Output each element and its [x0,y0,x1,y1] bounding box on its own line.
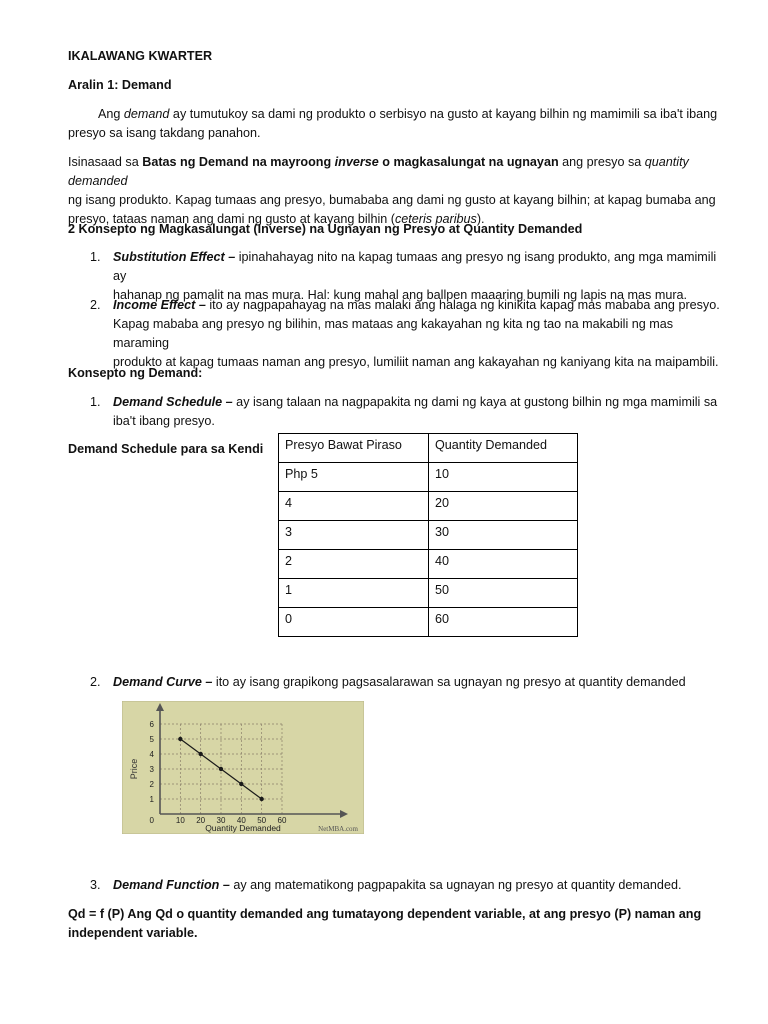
list-number: 1. [90,395,101,409]
quantity-cell: 60 [429,608,578,637]
x-tick-label: 50 [257,816,267,825]
price-cell: 2 [279,550,429,579]
y-tick-label: 2 [149,780,154,789]
origin-label: 0 [149,816,154,825]
demand-curve-item: Demand Curve – ito ay isang grapikong pagsasalarawan sa ugnayan ng presyo at quantity demanded [113,675,686,689]
y-tick-label: 1 [149,795,154,804]
watermark: NetMBA.com [318,825,358,833]
x-tick-label: 20 [196,816,206,825]
header-price: Presyo Bawat Piraso [279,434,429,463]
x-tick-label: 10 [175,816,185,825]
quarter-heading: IKALAWANG KWARTER [68,49,213,63]
quantity-cell: 10 [429,463,578,492]
law-line-1: Isinasaad sa Batas ng Demand na mayroong inverse o magkasalungat na ugnayan ang presyo sa quantity demanded [68,155,689,188]
y-tick-label: 5 [149,735,154,744]
x-axis-label: Quantity Demanded [205,823,281,833]
table-row [279,492,578,521]
price-cell: 3 [279,521,429,550]
quantity-cell: 30 [429,521,578,550]
law-of-demand-paragraph [68,153,748,229]
schedule-label: Demand Schedule para sa Kendi [68,442,264,456]
y-tick-label: 6 [149,720,154,729]
data-point [198,752,202,756]
list-number: 2. [90,675,101,689]
price-cell: Php 5 [279,463,429,492]
y-tick-label: 4 [149,750,154,759]
x-tick-label: 40 [236,816,246,825]
table-row [279,463,578,492]
table-row [279,608,578,637]
law-line-3: presyo, tataas naman ang dami ng gusto at kayang bilhin (ceteris paribus). [68,212,485,226]
y-tick-label: 3 [149,765,154,774]
substitution-effect-item: Substitution Effect – ipinahahayag nito na kapag tumaas ang presyo ng isang produkto, ang mga mamimili ay hahanap ng pamalit na mas mura. Hal: kung mahal ang ballpen maaaring bumili ng lapis na mas mura. [113,250,717,302]
data-point [239,782,243,786]
demand-definition-paragraph [68,105,728,143]
demand-function-item: Demand Function – ay ang matematikong pagpapakita sa ugnayan ng presyo at quantity demanded. [113,878,682,892]
header-quantity: Quantity Demanded [429,434,578,463]
list-number: 3. [90,878,101,892]
definition-line-2: presyo sa isang takdang panahon. [68,126,261,140]
x-tick-label: 30 [216,816,226,825]
table-row [279,550,578,579]
price-cell: 0 [279,608,429,637]
law-line-2: ng isang produkto. Kapag tumaas ang presyo, bumababa ang dami ng gusto at kayang bilhin; at kapag bumaba ang [68,193,716,207]
demand-curve-chart [122,701,364,834]
table-header-row [279,434,578,463]
list-number: 1. [90,250,101,264]
x-tick-label: 60 [277,816,287,825]
data-point [178,737,182,741]
demand-concepts-title: Konsepto ng Demand: [68,366,203,380]
quantity-cell: 50 [429,579,578,608]
table-row [279,521,578,550]
table-row [279,579,578,608]
definition-line-1: Ang demand ay tumutukoy sa dami ng produkto o serbisyo na gusto at kayang bilhin ng mamimili sa iba't ibang [98,107,718,121]
data-point [219,767,223,771]
demand-function-formula: Qd = f (P) Ang Qd o quantity demanded ang tumatayong dependent variable, at ang presyo (P) naman ang independent variable. [68,907,702,940]
price-cell: 1 [279,579,429,608]
y-axis-label: Price [129,758,139,780]
quantity-cell: 40 [429,550,578,579]
data-point [259,797,263,801]
income-effect-item: Income Effect – ito ay nagpapahayag na mas malaki ang halaga ng kinikita kapag mas mababa ang presyo. Kapag mababa ang presyo ng bilihin, mas mataas ang kakayahan ng kita ng tao na makabili ng mas maraming produkto at kapag tumaas naman ang presyo, lumiliit naman ang kakayahan ng kaniyang kita na maipambili. [113,298,720,369]
inverse-concepts-title: 2 Konsepto ng Magkasalungat (Inverse) na Ugnayan ng Presyo at Quantity Demanded [68,222,583,236]
demand-curve-svg [122,701,364,834]
demand-schedule-item: Demand Schedule – ay isang talaan na nagpapakita ng dami ng kaya at gustong bilhin ng mga mamimili sa iba't ibang presyo. [113,395,718,428]
demand-term: demand [123,107,170,121]
demand-schedule-table [278,433,578,637]
list-number: 2. [90,298,101,312]
quantity-cell: 20 [429,492,578,521]
lesson-title: Aralin 1: Demand [68,78,172,92]
price-cell: 4 [279,492,429,521]
